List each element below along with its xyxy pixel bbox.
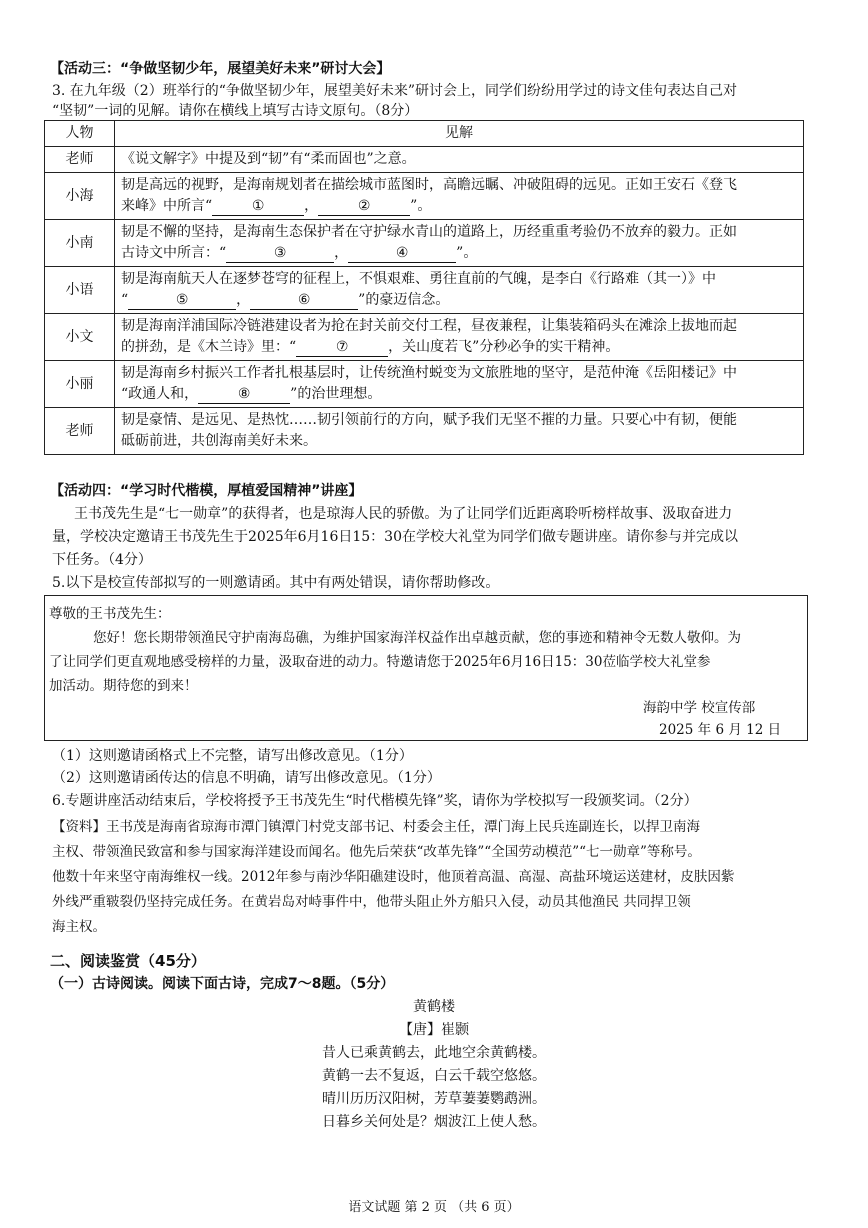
- table-row: [45, 147, 804, 173]
- section2-heading: 二、阅读鉴赏（45分）: [50, 952, 206, 970]
- row-view-line: 砥砺前进，共创海南美好未来。: [121, 433, 317, 449]
- blank-8[interactable]: ⑧: [198, 385, 290, 404]
- activity4-intro-line: 下任务。（4分）: [52, 552, 152, 568]
- text: 古诗文中所言：“: [121, 245, 227, 261]
- text: ，: [334, 245, 349, 261]
- row-view-line: [121, 196, 797, 217]
- row-person: 小丽: [45, 361, 115, 408]
- row-person: 老师: [45, 147, 115, 173]
- row-view: 《说文解字》中提及到“韧”有“柔而固也”之意。: [115, 147, 804, 173]
- table-row: [45, 361, 804, 408]
- header-person: 人物: [45, 121, 115, 147]
- views-table: [44, 120, 804, 455]
- table-header-row: [45, 121, 804, 147]
- poem-line: 昔人已乘黄鹤去，此地空余黄鹤楼。: [322, 1045, 546, 1061]
- invitation-letter-box: [44, 595, 808, 741]
- row-view: [115, 314, 804, 361]
- row-view-line: [121, 337, 797, 358]
- header-view: 见解: [115, 121, 804, 147]
- text: ，关山度若飞”分秒必争的实干精神。: [388, 339, 620, 355]
- q3-line2: “坚韧”一词的见解。请你在横线上填写古诗文原句。（8分）: [52, 103, 419, 119]
- text: ，: [236, 292, 251, 308]
- text: “: [121, 292, 129, 308]
- row-view-line: 韧是高远的视野，是海南规划者在描绘城市蓝图时，高瞻远瞩、冲破阻碍的远见。正如王安石《登飞: [121, 177, 737, 193]
- letter-salutation: 尊敬的王书茂先生：: [49, 606, 171, 622]
- poem-line: 晴川历历汉阳树，芳草萋萋鹦鹉洲。: [322, 1091, 546, 1107]
- blank-7[interactable]: ⑦: [296, 338, 388, 357]
- row-view-line: [121, 243, 797, 264]
- page-footer: 语文试题 第 2 页 （共 6 页）: [348, 1200, 520, 1215]
- letter-body-line: 您好！您长期带领渔民守护南海岛礁，为维护国家海洋权益作出卓越贡献，您的事迹和精神令无数人敬仰。为: [93, 630, 741, 646]
- q5-1: （1）这则邀请函格式上不完整，请写出修改意见。（1分）: [52, 748, 413, 764]
- material-line: 他数十年来坚守南海维权一线。2012年参与南沙华阳礁建设时，他顶着高温、高湿、高盐环境运送建材，皮肤因紫: [52, 869, 735, 885]
- material-line: 主权、带领渔民致富和参与国家海洋建设而闻名。他先后荣获“改革先锋”“全国劳动模范”“七一勋章”等称号。: [52, 844, 701, 860]
- poem-line: 黄鹤一去不复返，白云千载空悠悠。: [322, 1068, 546, 1084]
- text: ”的治世理想。: [290, 386, 382, 402]
- poem-title: 黄鹤楼: [413, 999, 455, 1015]
- activity4-heading: 【活动四：“学习时代楷模，厚植爱国精神”讲座】: [50, 483, 363, 499]
- table-row: [45, 267, 804, 314]
- q5-prompt: 5.以下是校宣传部拟写的一则邀请函。其中有两处错误，请你帮助修改。: [52, 575, 500, 591]
- material-line: 外线严重皲裂仍坚持完成任务。在黄岩岛对峙事件中，他带头阻止外方船只入侵，动员其他渔民 共同捍卫领: [52, 894, 691, 910]
- row-view: [115, 173, 804, 220]
- text: 来峰》中所言“: [121, 198, 213, 214]
- q3-line1: 3. 在九年级（2）班举行的“争做坚韧少年，展望美好未来”研讨会上，同学们纷纷用学过的诗文佳句表达自己对: [52, 83, 738, 99]
- row-view-line: 韧是豪情、是远见、是热忱……韧引领前行的方向，赋予我们无坚不摧的力量。只要心中有韧，便能: [121, 412, 737, 428]
- table-row: [45, 220, 804, 267]
- blank-3[interactable]: ③: [226, 244, 334, 263]
- section2-sub1: （一）古诗阅读。阅读下面古诗，完成7～8题。（5分）: [50, 976, 395, 992]
- row-view-line: [121, 384, 797, 405]
- letter-date: 2025 年 6 月 12 日: [659, 722, 782, 738]
- text: ，: [304, 198, 319, 214]
- activity4-intro-line: 量，学校决定邀请王书茂先生于2025年6月16日15：30在学校大礼堂为同学们做专题讲座。请你参与并完成以: [52, 529, 738, 545]
- material-line: 【资料】王书茂是海南省琼海市潭门镇潭门村党支部书记、村委会主任，潭门海上民兵连副连长，以捍卫南海: [52, 819, 700, 835]
- text: ”。: [456, 245, 478, 261]
- row-person: 小文: [45, 314, 115, 361]
- row-person: 小语: [45, 267, 115, 314]
- blank-6[interactable]: ⑥: [250, 291, 358, 310]
- poem-line: 日暮乡关何处是？烟波江上使人愁。: [322, 1114, 546, 1130]
- blank-4[interactable]: ④: [348, 244, 456, 263]
- text: ”。: [410, 198, 432, 214]
- blank-1[interactable]: ①: [212, 197, 304, 216]
- poem-author: 【唐】崔颢: [399, 1022, 469, 1038]
- row-person: 老师: [45, 408, 115, 455]
- letter-body-line: 了让同学们更直观地感受榜样的力量，汲取奋进的动力。特邀请您于2025年6月16日15：30莅临学校大礼堂参: [49, 654, 711, 670]
- blank-5[interactable]: ⑤: [128, 291, 236, 310]
- text: ”的豪迈信念。: [358, 292, 450, 308]
- row-view-line: 韧是海南航天人在逐梦苍穹的征程上，不惧艰难、勇往直前的气魄，是李白《行路难（其一）》中: [121, 271, 716, 287]
- activity4-intro-line: 王书茂先生是“七一勋章”的获得者，也是琼海人民的骄傲。为了让同学们近距离聆听榜样故事、汲取奋进力: [74, 506, 733, 522]
- q6-prompt: 6.专题讲座活动结束后，学校将授予王书茂先生“时代楷模先锋”奖，请你为学校拟写一段颁奖词。（2分）: [52, 793, 698, 809]
- table-row: [45, 408, 804, 455]
- text: “政通人和，: [121, 386, 199, 402]
- activity3-heading: 【活动三：“争做坚韧少年，展望美好未来”研讨大会】: [50, 61, 391, 77]
- material-line: 海主权。: [52, 919, 106, 935]
- row-view: [115, 408, 804, 455]
- letter-body-line: 加活动。期待您的到来！: [49, 678, 198, 694]
- row-view-line: 韧是不懈的坚持，是海南生态保护者在守护绿水青山的道路上，历经重重考验仍不放弃的毅力。正如: [121, 224, 737, 240]
- row-view-line: 韧是海南洋浦国际冷链港建设者为抢在封关前交付工程，昼夜兼程，让集装箱码头在滩涂上拔地而起: [121, 318, 737, 334]
- row-person: 小南: [45, 220, 115, 267]
- text: 的拼劲，是《木兰诗》里：“: [121, 339, 297, 355]
- row-view-line: [121, 290, 797, 311]
- q5-2: （2）这则邀请函传达的信息不明确，请写出修改意见。（1分）: [52, 770, 441, 786]
- row-person: 小海: [45, 173, 115, 220]
- row-view: [115, 220, 804, 267]
- row-view-line: 韧是海南乡村振兴工作者扎根基层时，让传统渔村蜕变为文旅胜地的坚守，是范仲淹《岳阳楼记》中: [121, 365, 737, 381]
- blank-2[interactable]: ②: [318, 197, 410, 216]
- row-view: [115, 267, 804, 314]
- table-row: [45, 314, 804, 361]
- table-row: [45, 173, 804, 220]
- row-view: [115, 361, 804, 408]
- letter-signature: 海韵中学 校宣传部: [643, 700, 756, 716]
